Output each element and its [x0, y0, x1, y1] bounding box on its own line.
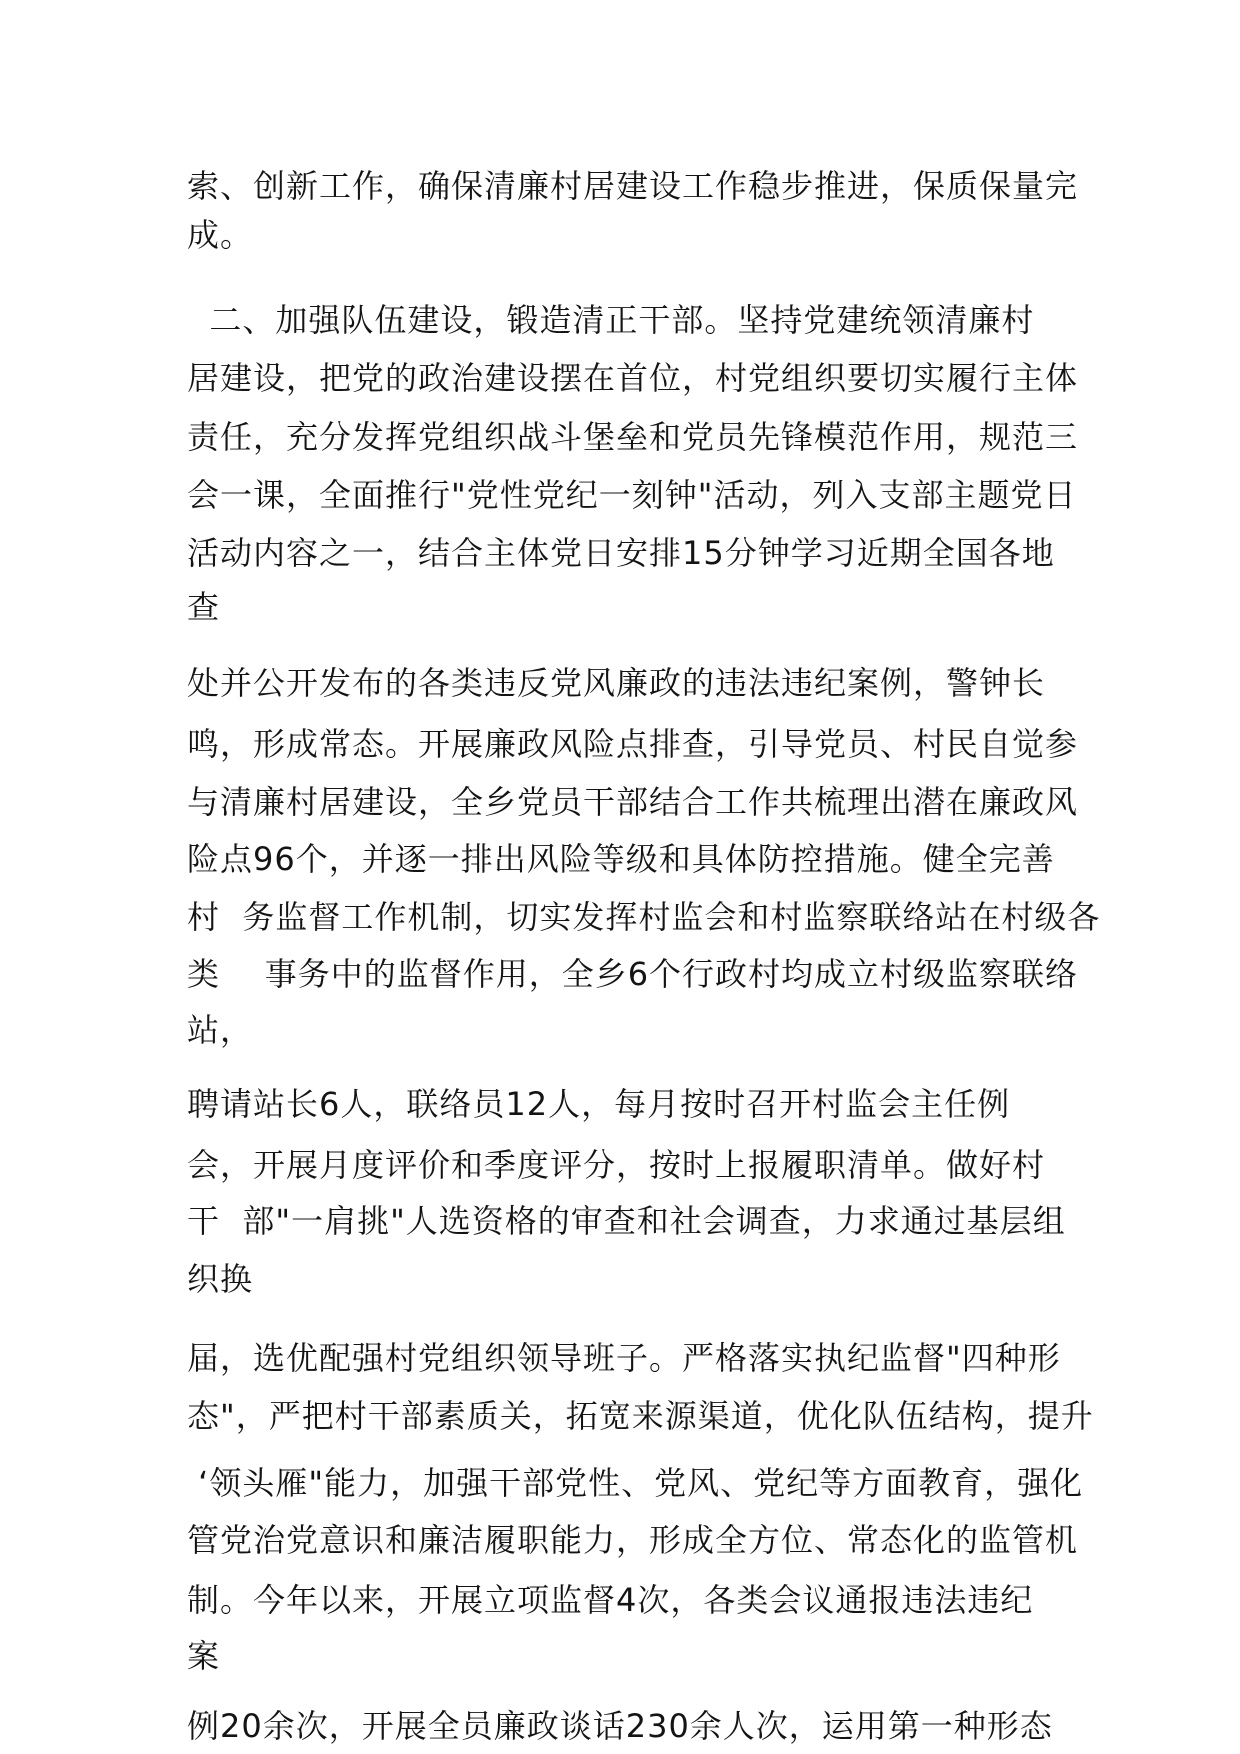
text-line: 与清廉村居建设，全乡党员干部结合工作共梳理出潜在廉政风	[187, 783, 1079, 821]
text-line: 态"，严把村干部素质关，拓宽来源渠道，优化队伍结构，提升	[187, 1397, 1094, 1435]
text-line: ‘领头雁"能力，加强干部党性、党风、党纪等方面教育，强化	[187, 1464, 1084, 1502]
text-line: 二、加强队伍建设，锻造清正干部。坚持党建统领清廉村	[187, 301, 1035, 339]
text-line: 站，	[187, 1011, 254, 1049]
text-line: 案	[187, 1637, 221, 1675]
text-line: 聘请站长6人，联络员12人，每月按时召开村监会主任例	[187, 1085, 1011, 1123]
text-line: 查	[187, 588, 221, 626]
text-line: 成。	[187, 216, 254, 254]
text-line: 届，选优配强村党组织领导班子。严格落实执纪监督"四种形	[187, 1339, 1061, 1377]
text-line: 干 部"一肩挑"人选资格的审查和社会调查，力求通过基层组	[187, 1202, 1066, 1240]
text-line: 居建设，把党的政治建设摆在首位，村党组织要切实履行主体	[187, 359, 1079, 397]
text-line: 责任，充分发挥党组织战斗堡垒和党员先锋模范作用，规范三	[187, 418, 1079, 456]
text-line: 鸣，形成常态。开展廉政风险点排查，引导党员、村民自觉参	[187, 725, 1079, 763]
text-line: 险点96个，并逐一排出风险等级和具体防控措施。健全完善	[187, 840, 1055, 878]
text-line: 管党治党意识和廉洁履职能力，形成全方位、常态化的监管机	[187, 1521, 1079, 1559]
text-line: 村 务监督工作机制，切实发挥村监会和村监察联络站在村级各	[187, 898, 1101, 936]
text-line: 例20余次，开展全员廉政谈话230余人次，运用第一种形态	[187, 1707, 1053, 1745]
text-line: 索、创新工作，确保清廉村居建设工作稳步推进，保质保量完	[187, 167, 1079, 205]
text-line: 会一课，全面推行"党性党纪一刻钟"活动，列入支部主题党日	[187, 476, 1077, 514]
text-line: 处并公开发布的各类违反党风廉政的违法违纪案例，警钟长	[187, 664, 1046, 702]
text-line: 制。今年以来，开展立项监督4次，各类会议通报违法违纪	[187, 1581, 1034, 1619]
text-line: 活动内容之一，结合主体党日安排15分钟学习近期全国各地	[187, 534, 1055, 572]
text-line: 类 事务中的监督作用，全乡6个行政村均成立村级监察联络	[187, 955, 1079, 993]
text-line: 织换	[187, 1260, 254, 1298]
text-line: 会，开展月度评价和季度评分，按时上报履职清单。做好村	[187, 1146, 1046, 1184]
